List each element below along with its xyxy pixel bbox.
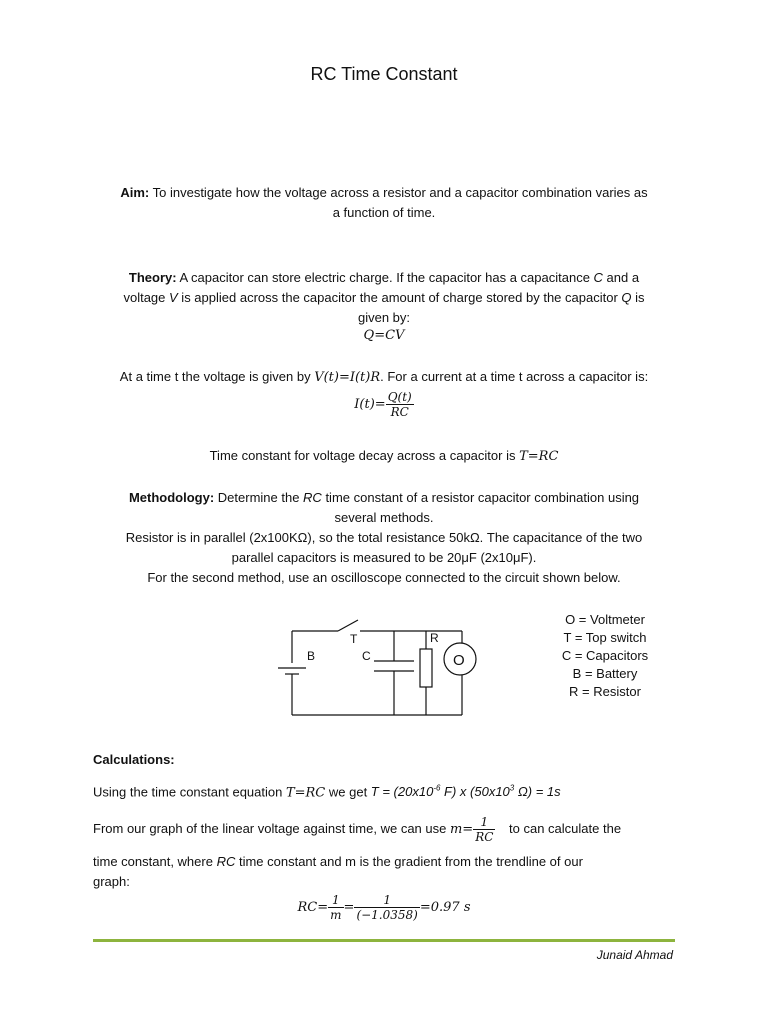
circuit-legend: [540, 611, 670, 701]
label-o: O: [453, 652, 465, 669]
methodology-text: Determine the: [214, 490, 304, 505]
legend-item: O = Voltmeter: [565, 612, 645, 627]
resistor-body: [420, 649, 432, 687]
equation-vt: V(t)=I(t)R: [314, 370, 381, 385]
fraction-1-rc: [473, 815, 495, 844]
fraction-denominator: (−1.0358): [356, 908, 418, 922]
calculations-heading: [93, 752, 175, 767]
methodology-text: parallel capacitors is measured to be 20μF (2x10μF).: [231, 550, 537, 565]
var-v: V: [169, 290, 178, 305]
equation-rc-lhs: RC=: [297, 899, 329, 915]
equation-result: =0.97 s: [419, 899, 471, 915]
theory-label: Theory:: [128, 270, 177, 285]
theory-text: At a time t the voltage is given by: [119, 369, 315, 384]
methodology-text: For the second method, use an oscilloscope connected to the circuit shown below.: [147, 570, 621, 585]
var-c: C: [593, 270, 603, 285]
calc-text: graph:: [93, 874, 130, 889]
methodology-text: time constant of a resistor capacitor combination using: [321, 490, 640, 505]
fraction-numerator: 1: [473, 815, 495, 830]
calc-text: to can calculate the: [505, 820, 622, 836]
theory-text: is applied across the capacitor the amount of charge stored by the capacitor: [177, 290, 622, 305]
theory-text: and a: [602, 270, 640, 285]
fraction-denominator: RC: [475, 830, 494, 844]
var-rc: RC: [303, 490, 322, 505]
fraction-qt-rc: [386, 390, 414, 419]
legend-item: T = Top switch: [563, 630, 647, 645]
aim-text-1: To investigate how the voltage across a resistor and a capacitor combination varies as: [149, 185, 648, 200]
legend-item: C = Capacitors: [561, 648, 649, 663]
calc-text: we get: [325, 784, 371, 800]
page-title: RC Time Constant: [310, 64, 458, 84]
switch-lever: [338, 620, 358, 631]
var-q: Q: [621, 290, 632, 305]
label-t: T: [350, 632, 358, 646]
theory-text: Time constant for voltage decay across a capacitor is: [209, 448, 520, 463]
aim-paragraph: [80, 183, 688, 223]
methodology-paragraph: [80, 488, 688, 588]
calculations-label: Calculations:: [93, 752, 175, 767]
calc-text: From our graph of the linear voltage against time, we can use: [93, 820, 450, 836]
label-c: C: [362, 649, 371, 663]
circuit-diagram: [270, 615, 485, 725]
fraction-denominator: RC: [390, 405, 409, 419]
calc-text: time constant and m is the gradient from the trendline of our: [235, 854, 583, 869]
voltage-line: [80, 369, 688, 385]
fraction-1-m: [328, 893, 343, 922]
calc-result: T = (20x10: [370, 784, 434, 800]
fraction-1-gradient: [354, 893, 419, 922]
calc-paragraph: [93, 852, 683, 892]
theory-text: given by:: [357, 310, 411, 325]
calc-result: Ω) = 1s: [514, 784, 561, 800]
equation-m-lhs: m=: [449, 821, 474, 837]
methodology-text: several methods.: [334, 510, 434, 525]
calc-text: Using the time constant equation: [93, 784, 286, 800]
var-rc-2: RC: [216, 854, 236, 869]
label-r: R: [430, 631, 439, 645]
methodology-text: Resistor is in parallel (2x100KΩ), so the total resistance 50kΩ. The capacitance of the two: [125, 530, 643, 545]
equation-q-cv: Q=CV: [363, 328, 405, 343]
equals-sign: =: [343, 899, 355, 915]
fraction-numerator: 1: [328, 893, 343, 908]
aim-text-2: a function of time.: [332, 205, 436, 220]
calc-text: time constant, where: [93, 854, 217, 869]
time-constant-line: [80, 448, 688, 464]
fraction-denominator: m: [330, 908, 342, 922]
final-equation: [80, 893, 688, 922]
equation-t-rc-2: T=RC: [285, 785, 326, 801]
fraction-numerator: Q(t): [387, 390, 412, 404]
calc-exponent: -6: [433, 784, 441, 793]
methodology-label: Methodology:: [128, 490, 215, 505]
theory-text: . For a current at a time t across a capacitor is:: [380, 369, 649, 384]
theory-paragraph: [80, 268, 688, 328]
label-b: B: [307, 649, 316, 663]
equation-it: [80, 390, 688, 419]
fraction-numerator: 1: [354, 893, 419, 908]
aim-label: Aim:: [120, 185, 150, 200]
equation-it-lhs: I(t)=: [354, 396, 386, 412]
legend-item: B = Battery: [572, 666, 638, 681]
equation-t-rc: T=RC: [519, 449, 559, 464]
footer-author: Junaid Ahmad: [596, 948, 673, 962]
calc-exponent: 3: [509, 784, 515, 793]
theory-text: A capacitor can store electric charge. If the capacitor has a capacitance: [176, 270, 594, 285]
calc-line-1: [93, 784, 561, 800]
theory-text: is: [631, 290, 645, 305]
theory-text: voltage: [123, 290, 170, 305]
footer-divider: [93, 939, 675, 942]
calc-result: F) x (50x10: [440, 784, 510, 800]
legend-item: R = Resistor: [569, 684, 641, 699]
calc-line-2: [93, 815, 621, 844]
